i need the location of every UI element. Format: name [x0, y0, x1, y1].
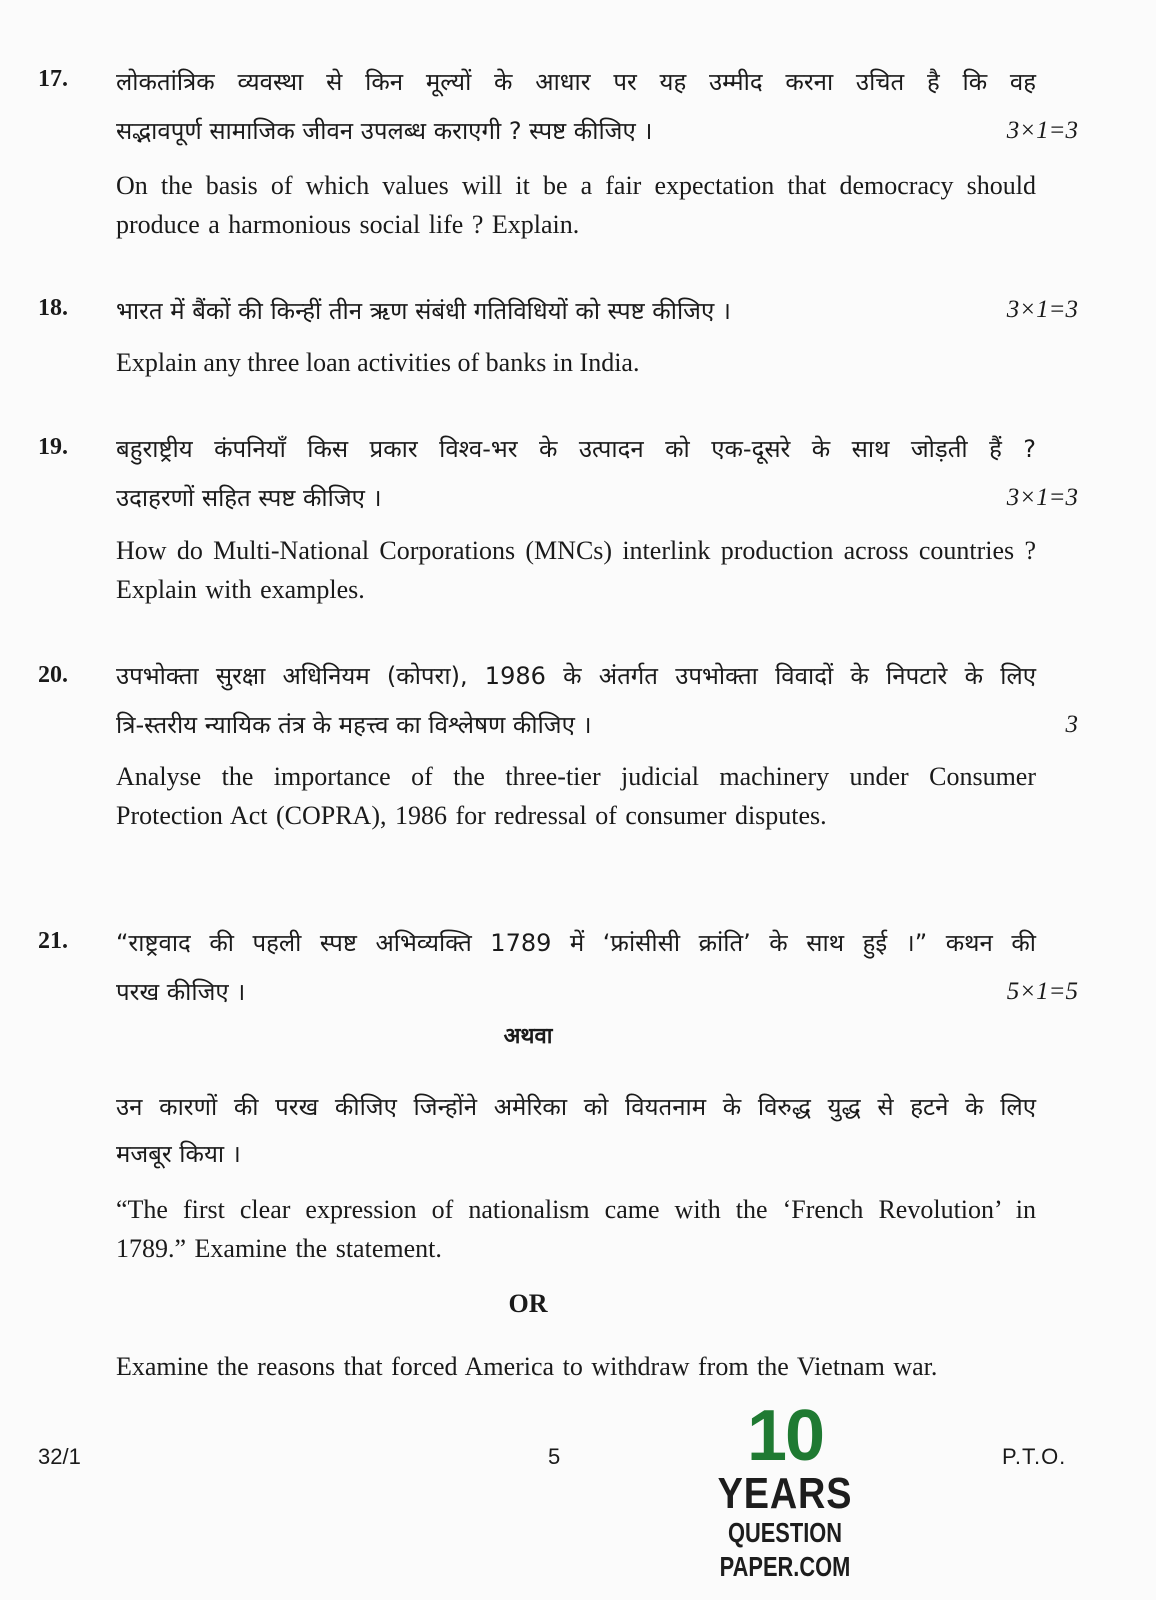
marks: 3	[1065, 711, 1078, 738]
hindi-line: सद्भावपूर्ण सामाजिक जीवन उपलब्ध कराएगी ? स्पष्ट कीजिए ।	[116, 117, 653, 145]
hindi-line: त्रि-स्तरीय न्यायिक तंत्र के महत्त्व का विश्लेषण कीजिए ।	[116, 711, 592, 739]
hindi-alt-line: उन कारणों की परख कीजिए जिन्होंने अमेरिका को वियतनाम के विरुद्ध युद्ध से हटने के लिए	[116, 1093, 1036, 1121]
hindi-line: उपभोक्ता सुरक्षा अधिनियम (कोपरा), 1986 के अंतर्गत उपभोक्ता विवादों के निपटारे के लिए	[116, 662, 1036, 690]
english-text: “The first clear expression of nationalism came with the ‘French Revolution’ in 1789.” Examine the statement.	[116, 1195, 1036, 1263]
hindi-line: परख कीजिए ।	[116, 978, 246, 1006]
logo-site: QUESTION PAPER.COM	[719, 1517, 851, 1582]
marks: 3×1=3	[1006, 117, 1078, 144]
hindi-line: भारत में बैंकों की किन्हीं तीन ऋण संबंधी गतिविधियों को स्पष्ट कीजिए ।	[116, 297, 731, 325]
watermark-logo	[640, 1396, 930, 1582]
english-text: On the basis of which values will it be a fair expectation that democracy should produce a harmonious social life ? Explain.	[116, 171, 1036, 239]
question-number: 17.	[38, 66, 68, 92]
english-alt-text: Examine the reasons that forced America to withdraw from the Vietnam war.	[116, 1352, 938, 1381]
english-text: Analyse the importance of the three-tier judicial machinery under Consumer Protection Act (COPRA), 1986 for redressal of consumer disputes.	[116, 762, 1036, 830]
hindi-alt-line: मजबूर किया ।	[116, 1140, 241, 1168]
marks: 5×1=5	[1006, 978, 1078, 1005]
hindi-line: बहुराष्ट्रीय कंपनियाँ किस प्रकार विश्व-भर के उत्पादन को एक-दूसरे के साथ जोड़ती हैं ?	[116, 435, 1036, 463]
or-hindi: अथवा	[503, 1024, 553, 1049]
question-number: 20.	[38, 662, 68, 688]
english-text: Explain any three loan activities of banks in India.	[116, 348, 640, 377]
logo-number: 10	[746, 1396, 824, 1476]
paper-code: 32/1	[38, 1444, 81, 1469]
hindi-line: लोकतांत्रिक व्यवस्था से किन मूल्यों के आधार पर यह उम्मीद करना उचित है कि वह	[116, 68, 1036, 96]
english-text: How do Multi-National Corporations (MNCs) interlink production across countries ? Explain with examples.	[116, 536, 1036, 604]
pto-label: P.T.O.	[1002, 1444, 1067, 1469]
logo-word: YEARS	[717, 1469, 853, 1518]
marks: 3×1=3	[1006, 484, 1078, 511]
question-number: 19.	[38, 434, 68, 460]
hindi-line: उदाहरणों सहित स्पष्ट कीजिए ।	[116, 484, 382, 512]
page-number: 5	[548, 1444, 561, 1469]
marks: 3×1=3	[1006, 296, 1078, 323]
question-number: 18.	[38, 295, 68, 321]
question-number: 21.	[38, 928, 68, 954]
hindi-line: “राष्ट्रवाद की पहली स्पष्ट अभिव्यक्ति 1789 में ‘फ्रांसीसी क्रांति’ के साथ हुई ।” कथन की	[116, 929, 1036, 957]
or-english: OR	[508, 1289, 548, 1318]
